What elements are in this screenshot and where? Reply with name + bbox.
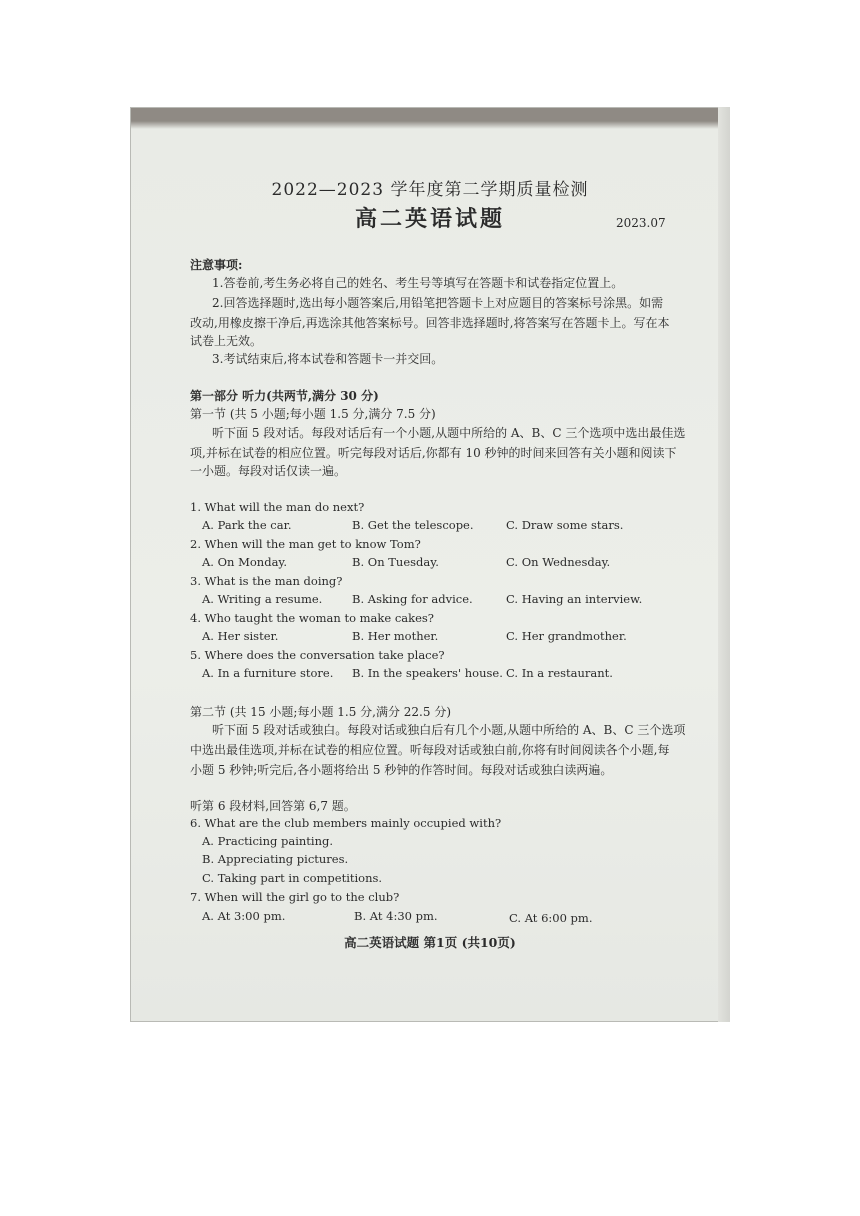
notice-line: 3.考试结束后,将本试卷和答题卡一并交回。 — [212, 352, 444, 366]
notice-line: 试卷上无效。 — [190, 334, 263, 348]
question-stem: 5. Where does the conversation take place? — [190, 648, 445, 662]
option-c: C. At 6:00 pm. — [509, 911, 593, 925]
question-stem: 4. Who taught the woman to make cakes? — [190, 611, 434, 625]
section1-heading: 第一节 (共 5 小题;每小题 1.5 分,满分 7.5 分) — [190, 407, 436, 421]
option-c: C. In a restaurant. — [506, 666, 613, 680]
section2-instruction: 中选出最佳选项,并标在试卷的相应位置。听每段对话或独白前,你将有时间阅读各个小题,每 — [190, 743, 670, 757]
option-b: B. Appreciating pictures. — [202, 852, 349, 866]
notice-line: 改动,用橡皮擦干净后,再选涂其他答案标号。回答非选择题时,将答案写在答题卡上。写在本 — [190, 316, 670, 330]
question-stem: 2. When will the man get to know Tom? — [190, 537, 421, 551]
section2-heading: 第二节 (共 15 小题;每小题 1.5 分,满分 22.5 分) — [190, 705, 451, 719]
question-stem: 3. What is the man doing? — [190, 574, 343, 588]
option-b: B. On Tuesday. — [352, 555, 439, 569]
exam-date: 2023.07 — [616, 216, 666, 230]
option-c: C. Draw some stars. — [506, 518, 624, 532]
section2-instruction: 小题 5 秒钟;听完后,各小题将给出 5 秒钟的作答时间。每段对话或独白读两遍。 — [190, 763, 613, 777]
exam-term-line: 2022—2023 学年度第二学期质量检测 — [271, 180, 589, 200]
option-c: C. Taking part in competitions. — [202, 871, 383, 885]
option-b: B. At 4:30 pm. — [354, 909, 438, 923]
option-c: C. On Wednesday. — [506, 555, 611, 569]
notice-line: 2.回答选择题时,选出每小题答案后,用铅笔把答题卡上对应题目的答案标号涂黑。如需 — [212, 296, 664, 310]
question-stem: 1. What will the man do next? — [190, 500, 365, 514]
section2-instruction: 听下面 5 段对话或独白。每段对话或独白后有几个小题,从题中所给的 A、B、C 三个选项 — [212, 723, 686, 737]
option-a: A. Writing a resume. — [202, 592, 323, 606]
part1-heading: 第一部分 听力(共两节,满分 30 分) — [190, 389, 379, 403]
option-b: B. Her mother. — [352, 629, 439, 643]
option-b: B. Get the telescope. — [352, 518, 474, 532]
section1-instruction: 项,并标在试卷的相应位置。听完每段对话后,你都有 10 秒钟的时间来回答有关小题和阅读下 — [190, 446, 677, 460]
option-a: A. Her sister. — [202, 629, 279, 643]
option-a: A. At 3:00 pm. — [202, 909, 286, 923]
exam-title: 高二英语试题 — [354, 206, 505, 232]
option-b: B. In the speakers' house. — [352, 666, 503, 680]
question-stem: 6. What are the club members mainly occupied with? — [190, 816, 502, 830]
option-a: A. Park the car. — [202, 518, 292, 532]
notice-line: 1.答卷前,考生务必将自己的姓名、考生号等填写在答题卡和试卷指定位置上。 — [212, 276, 624, 290]
page-fold-edge — [718, 107, 730, 1022]
option-a: A. Practicing painting. — [202, 834, 334, 848]
question-stem: 7. When will the girl go to the club? — [190, 890, 400, 904]
option-c: C. Her grandmother. — [506, 629, 627, 643]
notice-heading: 注意事项: — [190, 258, 243, 272]
option-a: A. In a furniture store. — [202, 666, 334, 680]
section1-instruction: 一小题。每段对话仅读一遍。 — [190, 464, 347, 478]
option-c: C. Having an interview. — [506, 592, 643, 606]
section1-instruction: 听下面 5 段对话。每段对话后有一个小题,从题中所给的 A、B、C 三个选项中选出最佳选 — [212, 426, 686, 440]
material-heading: 听第 6 段材料,回答第 6,7 题。 — [190, 799, 356, 813]
option-a: A. On Monday. — [202, 555, 288, 569]
page-footer: 高二英语试题 第1页 (共10页) — [344, 935, 516, 950]
option-b: B. Asking for advice. — [352, 592, 473, 606]
